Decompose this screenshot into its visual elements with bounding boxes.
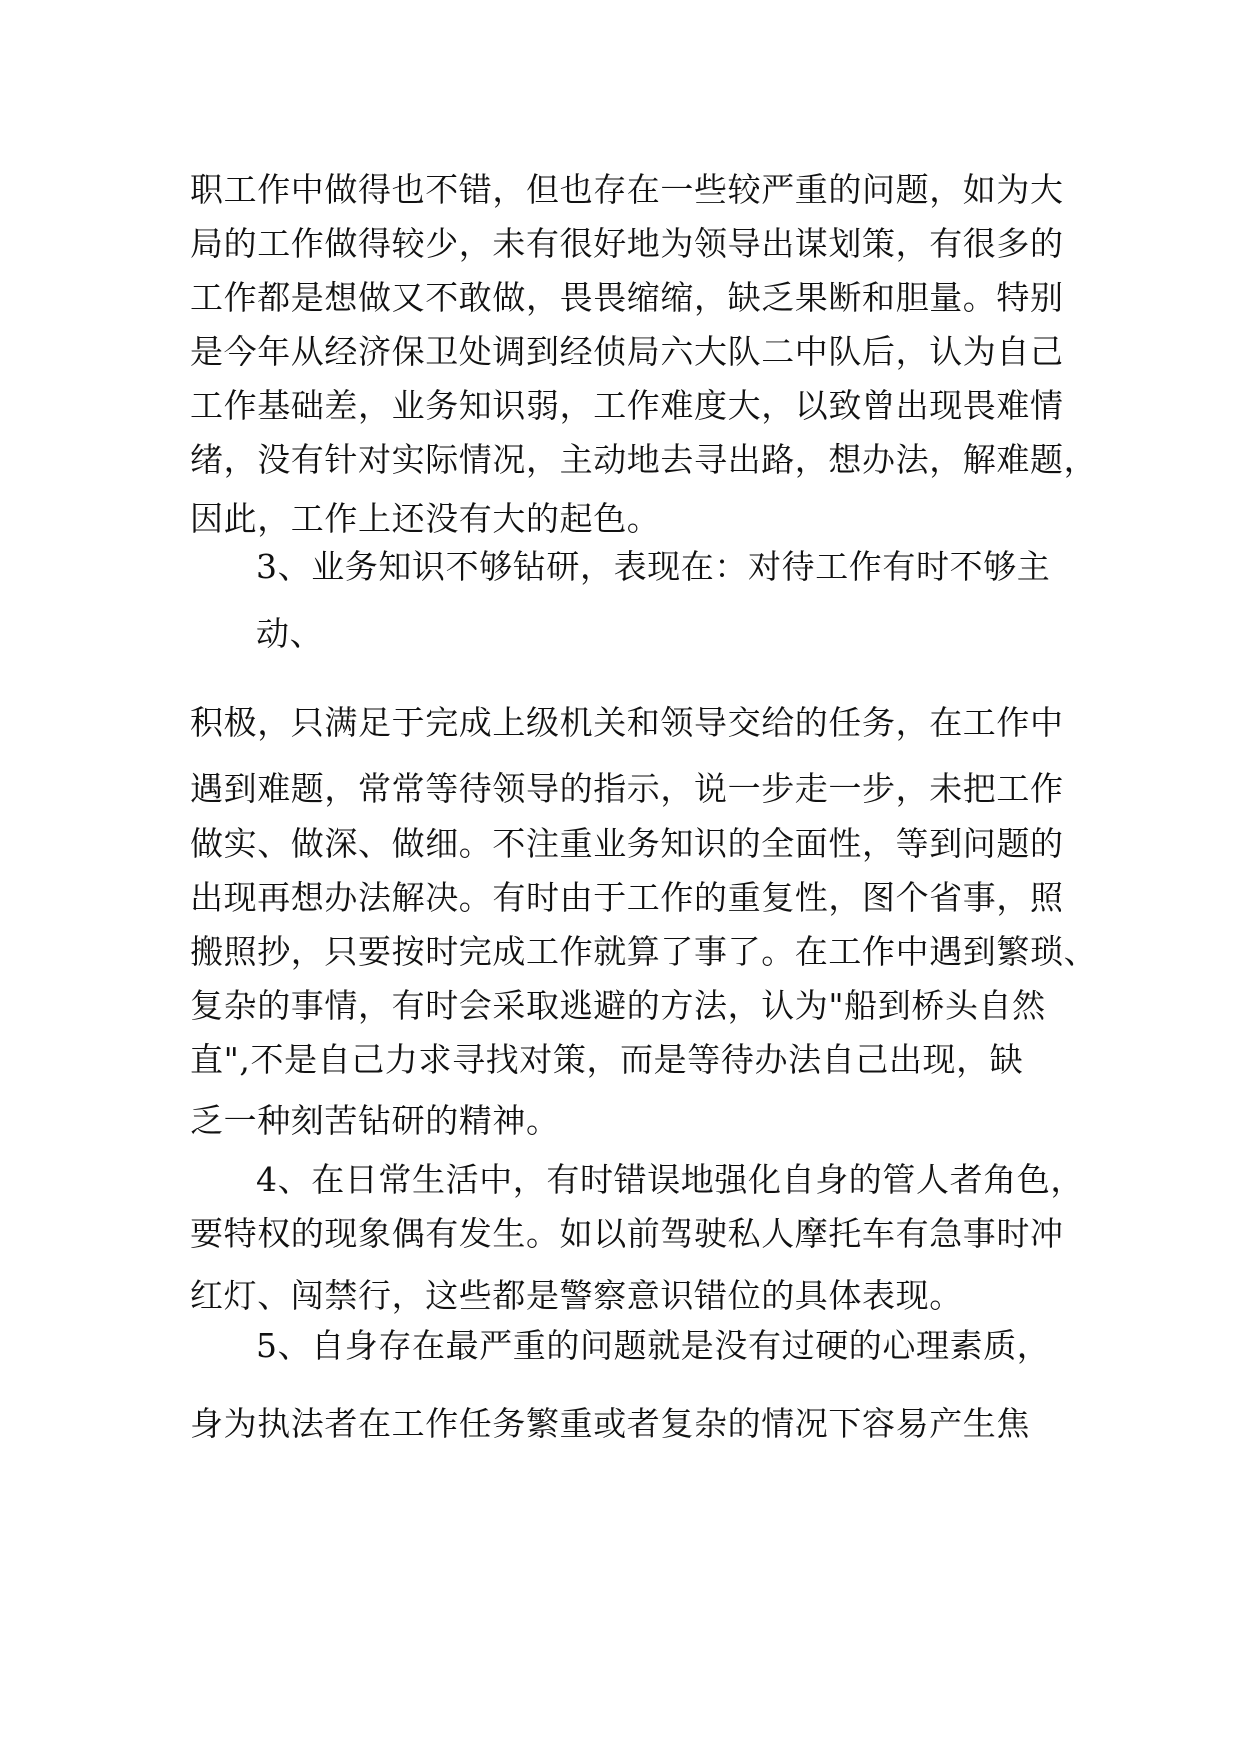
text-line: 4、在日常生活中，有时错误地强化自身的管人者角色， [256, 1160, 1084, 1199]
text-line: 直",不是自己力求寻找对策，而是等待办法自己出现，缺 [190, 1040, 1024, 1079]
text-line: 工作都是想做又不敢做，畏畏缩缩，缺乏果断和胆量。特别 [190, 278, 1064, 317]
text-line: 是今年从经济保卫处调到经侦局六大队二中队后，认为自己 [190, 332, 1064, 371]
text-line: 动、 [256, 614, 324, 653]
text-line: 积极，只满足于完成上级机关和领导交给的任务，在工作中 [190, 703, 1064, 742]
text-line: 遇到难题，常常等待领导的指示，说一步走一步，未把工作 [190, 769, 1064, 808]
text-line: 因此，工作上还没有大的起色。 [190, 499, 661, 538]
text-line: 局的工作做得较少，未有很好地为领导出谋划策，有很多的 [190, 224, 1064, 263]
text-line: 工作基础差，业务知识弱，工作难度大，以致曾出现畏难情 [190, 386, 1064, 425]
text-line: 搬照抄，只要按时完成工作就算了事了。在工作中遇到繁琐、 [190, 932, 1098, 971]
text-line: 出现再想办法解决。有时由于工作的重复性，图个省事，照 [190, 878, 1064, 917]
text-line: 做实、做深、做细。不注重业务知识的全面性，等到问题的 [190, 824, 1064, 863]
text-line: 要特权的现象偶有发生。如以前驾驶私人摩托车有急事时冲 [190, 1214, 1064, 1253]
text-line: 复杂的事情，有时会采取逃避的方法，认为"船到桥头自然 [190, 986, 1046, 1025]
text-line: 3、业务知识不够钻研，表现在：对待工作有时不够主 [256, 547, 1051, 586]
text-line: 绪，没有针对实际情况，主动地去寻出路，想办法，解难题， [190, 440, 1098, 479]
text-line: 5、自身存在最严重的问题就是没有过硬的心理素质， [256, 1326, 1051, 1365]
text-line: 红灯、闯禁行，这些都是警察意识错位的具体表现。 [190, 1276, 963, 1315]
text-line: 乏一种刻苦钻研的精神。 [190, 1101, 560, 1140]
text-line: 职工作中做得也不错，但也存在一些较严重的问题，如为大 [190, 170, 1064, 209]
text-line: 身为执法者在工作任务繁重或者复杂的情况下容易产生焦 [190, 1404, 1030, 1443]
